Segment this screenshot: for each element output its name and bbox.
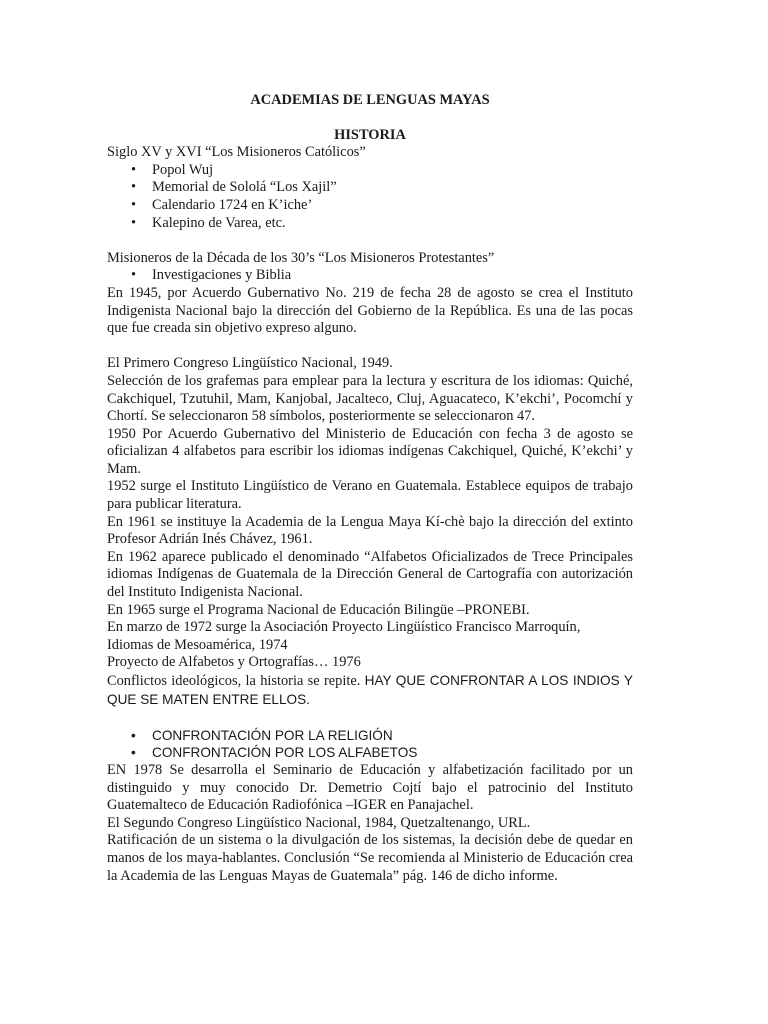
paragraph: Ratificación de un sistema o la divulgación de los sistemas, la decisión debe de quedar en manos de los maya-hablantes. Conclusión “Se recomienda al Ministerio de Educación crea la Academia de las Lenguas Mayas de Guatemala” pág. 146 de dicho informe. (107, 832, 633, 884)
paragraph-text: Conflictos ideológicos, la historia se repite. (107, 673, 361, 689)
list-item: • CONFRONTACIÓN POR LA RELIGIÓN (107, 727, 633, 745)
list-item: • Calendario 1724 en K’iche’ (107, 197, 633, 215)
bullet-list (107, 162, 633, 232)
paragraph: Misioneros de la Década de los 30’s “Los Misioneros Protestantes” (107, 249, 495, 266)
paragraph: En 1945, por Acuerdo Gubernativo No. 219 de fecha 28 de agosto se crea el Instituto Indigenista Nacional bajo la dirección del Gobierno de la República. Es una de las pocas que fue creada sin objetivo expreso alguno. (107, 284, 633, 337)
paragraph: El Segundo Congreso Lingüístico Nacional, 1984, Quetzaltenango, URL. (107, 814, 531, 831)
paragraph: En marzo de 1972 surge la Asociación Proyecto Lingüístico Francisco Marroquín, (107, 619, 581, 636)
paragraph: En 1961 se instituye la Academia de la Lengua Maya Kí-chè bajo la dirección del extinto Profesor Adrián Inés Chávez, 1961. (107, 513, 633, 548)
list-item: • Kalepino de Varea, etc. (107, 215, 633, 233)
section-heading: HISTORIA (334, 126, 406, 143)
bullet-list (107, 267, 633, 285)
list-item: • Memorial de Sololá “Los Xajil” (107, 179, 633, 197)
paragraph: Proyecto de Alfabetos y Ortografías… 1976 (107, 654, 361, 671)
paragraph: EN 1978 Se desarrolla el Seminario de Educación y alfabetización facilitado por un distinguido y muy conocido Dr. Demetrio Cojtí bajo el patrocinio del Instituto Guatemalteco de Educación Radiofónica –IGER en Panajachel. (107, 761, 633, 814)
document-title: ACADEMIAS DE LENGUAS MAYAS (250, 92, 490, 108)
paragraph (107, 672, 633, 709)
emphasis-text: HAY QUE CONFRONTAR A LOS INDIOS Y QUE SE MATEN ENTRE ELLOS. (107, 673, 633, 707)
document-body (107, 92, 633, 885)
paragraph: 1952 surge el Instituto Lingüístico de Verano en Guatemala. Establece equipos de trabajo para publicar literatura. (107, 478, 633, 513)
paragraph: Siglo XV y XVI “Los Misioneros Católicos” (107, 144, 366, 161)
bullet-list (107, 727, 633, 762)
list-item: • Investigaciones y Biblia (107, 267, 633, 285)
paragraph: Idiomas de Mesoamérica, 1974 (107, 636, 288, 653)
paragraph: Selección de los grafemas para emplear para la lectura y escritura de los idiomas: Quiché, Cakchiquel, Tzutuhil, Mam, Kanjobal, Jacalteco, Cluj, Aguacateco, K’ekchi’, Pocomchí y Chortí. Se seleccionaron 58 símbolos, posteriormente se seleccionaron 47. (107, 372, 633, 425)
paragraph: En 1962 aparece publicado el denominado “Alfabetos Oficializados de Trece Principales idiomas Indígenas de Guatemala de la Dirección General de Cartografía con autorización del Instituto Indigenista Nacional. (107, 548, 633, 601)
paragraph: El Primero Congreso Lingüístico Nacional, 1949. (107, 355, 393, 372)
list-item: • CONFRONTACIÓN POR LOS ALFABETOS (107, 744, 633, 762)
paragraph: 1950 Por Acuerdo Gubernativo del Ministerio de Educación con fecha 3 de agosto se oficializan 4 alfabetos para escribir los idiomas indígenas Cakchiquel, Quiché, K’ekchi’ y Mam. (107, 425, 633, 477)
paragraph: En 1965 surge el Programa Nacional de Educación Bilingüe –PRONEBI. (107, 601, 530, 618)
list-item: • Popol Wuj (107, 162, 633, 180)
